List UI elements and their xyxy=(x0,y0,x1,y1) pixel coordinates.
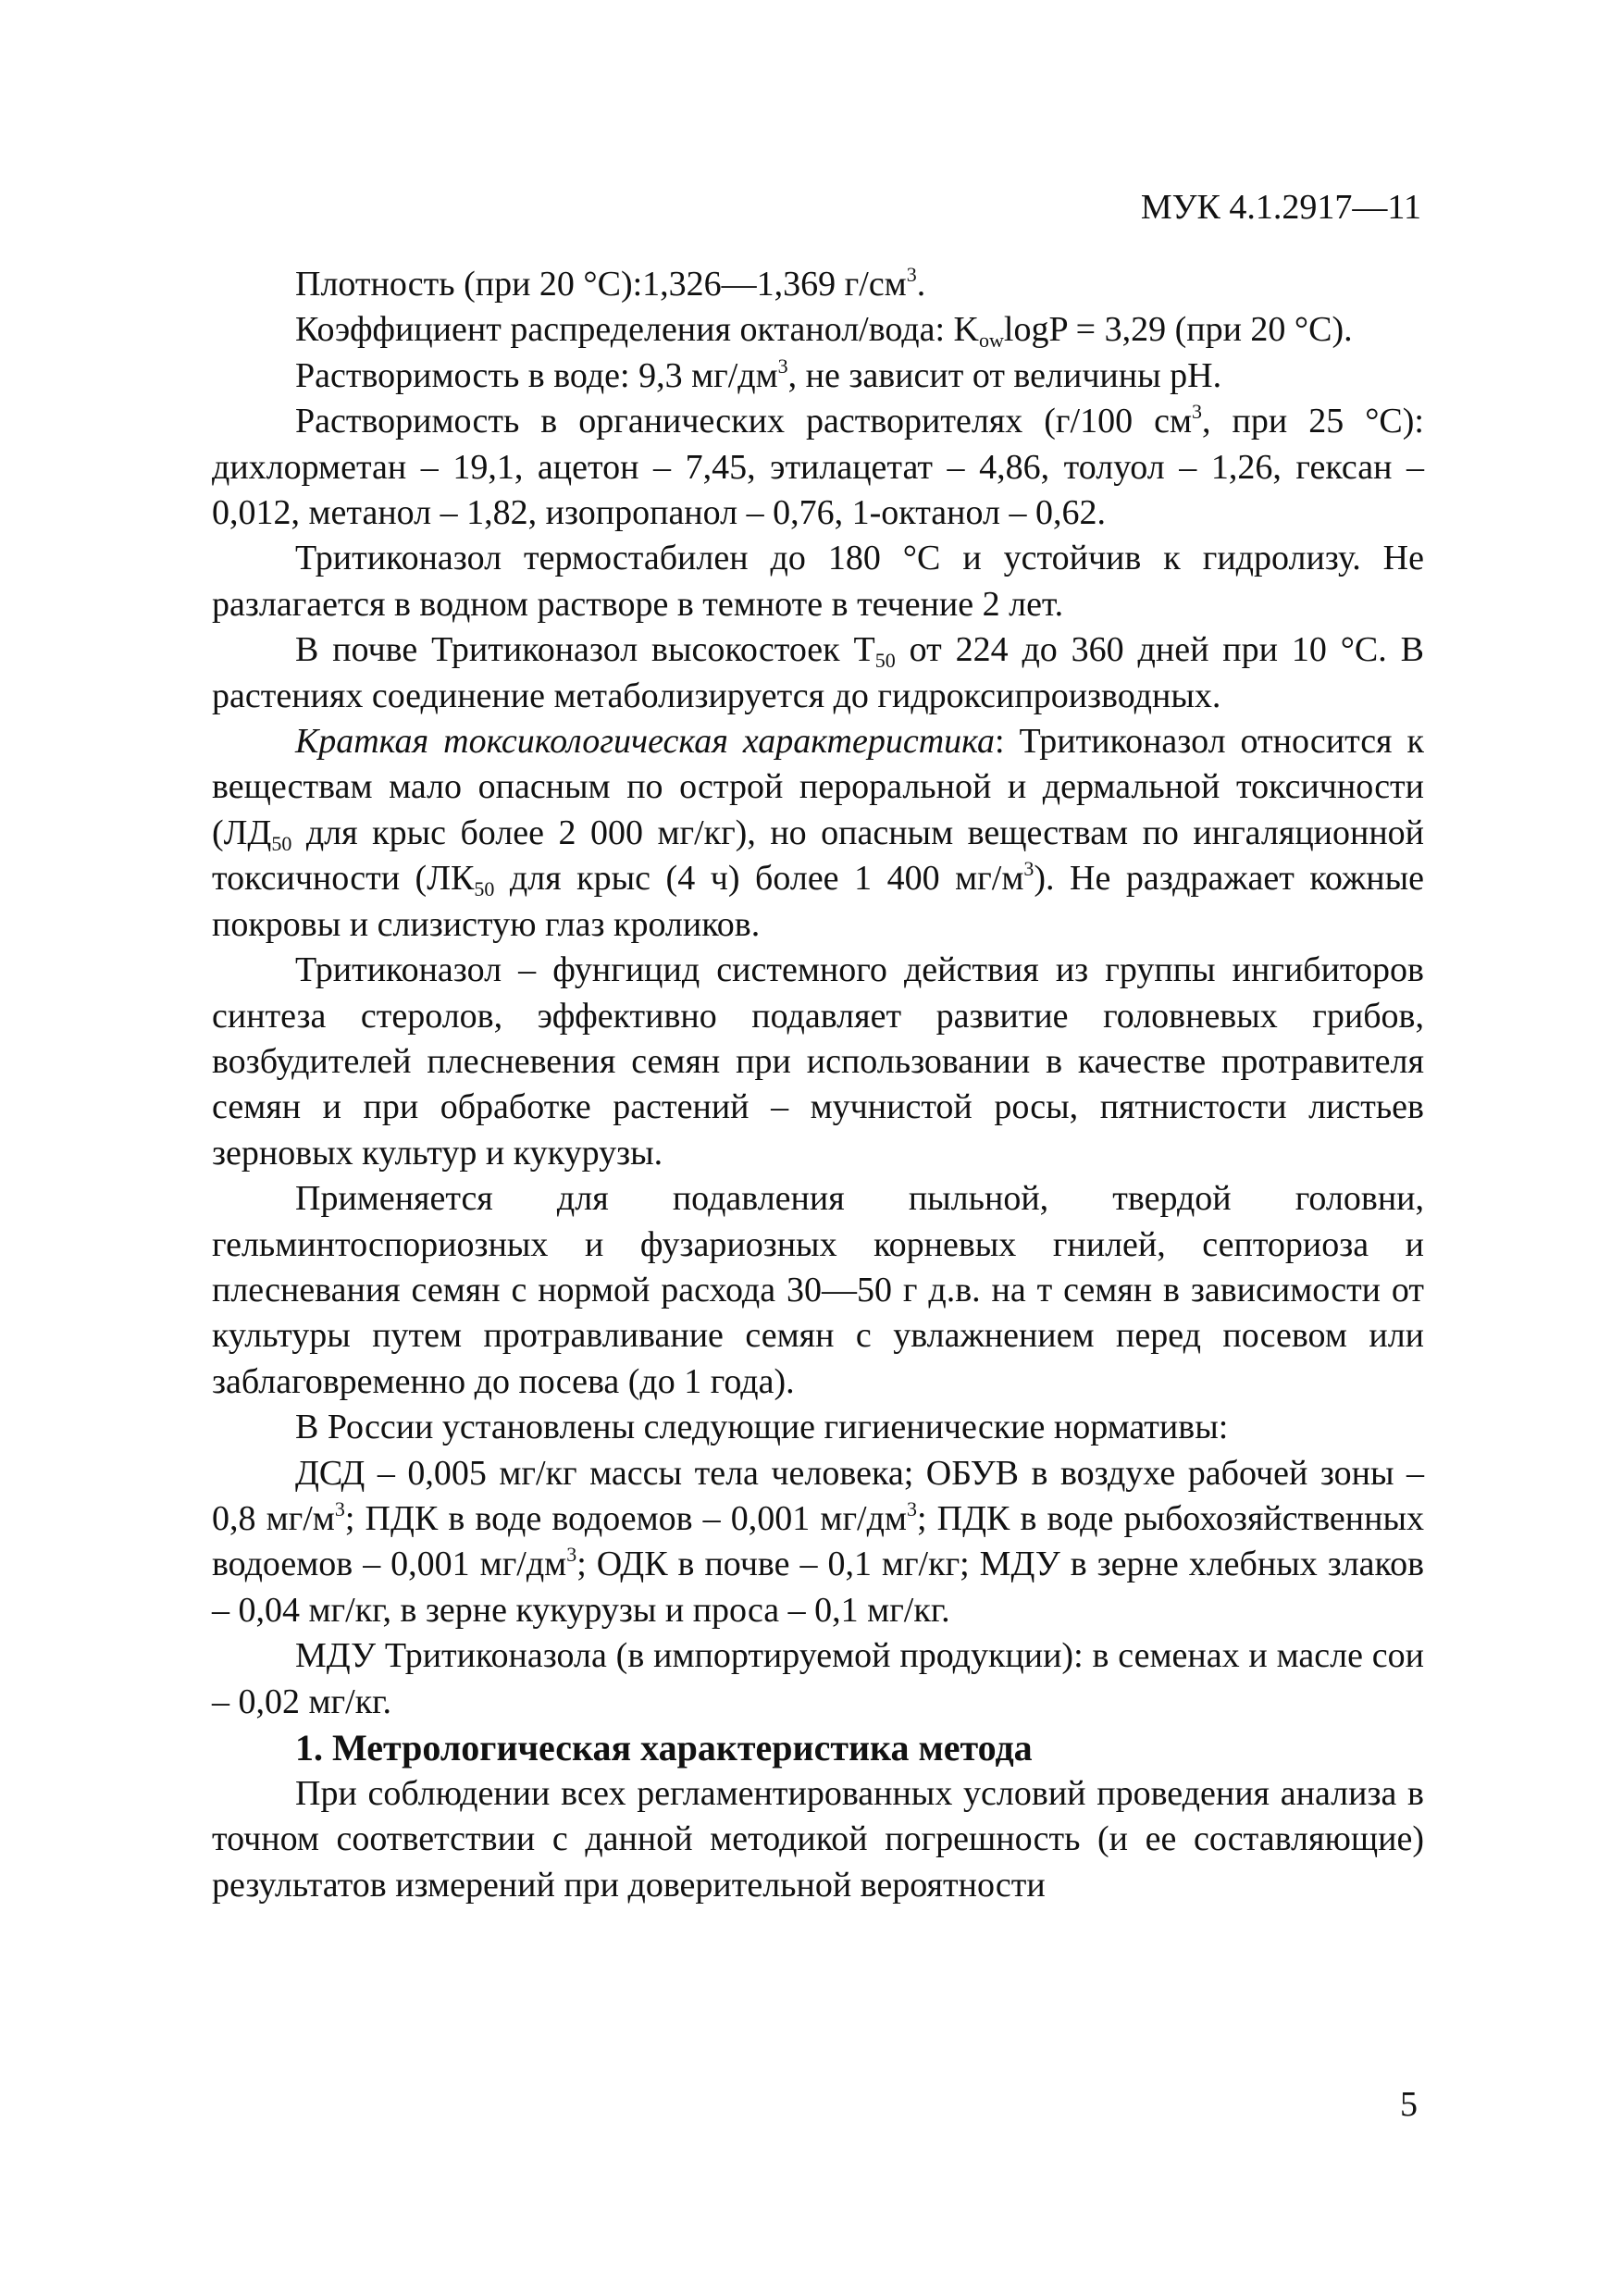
paragraph-section1: При соблюдении всех регламентированных условий проведения анализа в точном соответствии с данной методикой погрешность (и ее составляющие) результатов измерений при доверительной вероятности xyxy=(212,1774,1424,1905)
paragraph-organic-solubility xyxy=(212,399,1424,536)
body-text xyxy=(212,262,1424,1908)
text: Растворимость в воде: 9,3 мг/дм xyxy=(295,355,778,395)
text: В почве Тритиконазол высокостоек Т xyxy=(295,630,875,670)
page-number: 5 xyxy=(1400,2085,1418,2124)
superscript: 3 xyxy=(1192,400,1203,424)
document-code: МУК 4.1.2917—11 xyxy=(1140,188,1421,227)
text: logP = 3,29 (при 20 °С). xyxy=(1003,310,1353,350)
subscript: 50 xyxy=(271,831,292,855)
italic-term: Краткая токсикологическая характеристика xyxy=(295,722,995,762)
superscript: 3 xyxy=(777,354,788,378)
paragraph-soil xyxy=(212,627,1424,719)
text: для крыс (4 ч) более 1 400 мг/м xyxy=(494,859,1024,899)
paragraph-water-solubility xyxy=(212,354,1424,399)
text: Растворимость в органических растворителях (г/100 см xyxy=(295,402,1193,441)
paragraph-thermostability: Тритиконазол термостабилен до 180 °С и устойчив к гидролизу. Не разлагается в водном растворе в темноте в течение 2 лет. xyxy=(212,539,1424,624)
subscript: 50 xyxy=(474,877,495,901)
text: ДСД – 0,005 мг/кг массы тела человека; ОБУВ в воздухе рабочей зоны – 0,8 мг/м xyxy=(212,1453,1424,1538)
superscript: 3 xyxy=(906,1496,917,1520)
text: ; ПДК в воде рыбохозяйственных водоемов – 0,001 мг/дм xyxy=(212,1498,1424,1584)
text: . xyxy=(916,265,926,304)
section-heading: 1. Метрологическая характеристика метода xyxy=(295,1727,1033,1769)
text: ). Не раздражает кожные покровы и слизистую глаз кроликов. xyxy=(212,859,1424,944)
paragraph-application: Применяется для подавления пыльной, твердой головни, гельминтоспориозных и фузариозных корневых гнилей, септориоза и плесневания семян с нормой расхода 30—50 г д.в. на т семян в зависимости от культуры путем протравливание семян с увлажнением перед посевом или заблаговременно до посева (до 1 года). xyxy=(212,1179,1424,1401)
paragraph-partition-coefficient xyxy=(212,307,1424,353)
superscript: 3 xyxy=(334,1496,345,1520)
paragraph-norms-intro: В России установлены следующие гигиенические нормативы: xyxy=(295,1408,1229,1447)
text: ; ОДК в почве – 0,1 мг/кг; МДУ в зерне хлебных злаков – 0,04 мг/кг, в зерне кукурузы и проса – 0,1 мг/кг. xyxy=(212,1545,1425,1630)
superscript: 3 xyxy=(1023,857,1035,881)
text: , не зависит от величины pH. xyxy=(787,355,1222,395)
superscript: 3 xyxy=(566,1543,577,1567)
text: , при 25 °С): дихлорметан – 19,1, ацетон – 7,45, этилацетат – 4,86, толуол – 1,26, гексан – 0,012, метанол – 1,82, изопропанол – 0,76, 1-октанол – 0,62. xyxy=(212,402,1424,533)
text: ; ПДК в воде водоемов – 0,001 мг/дм xyxy=(344,1498,907,1538)
text: от 224 до 360 дней при 10 °С. В растениях соединение метаболизируется до гидроксипроизводных. xyxy=(212,630,1425,715)
paragraph-toxicology xyxy=(212,719,1424,948)
text: Коэффициент распределения октанол/вода: K xyxy=(295,310,979,350)
paragraph-mdu-import: МДУ Тритиконазола (в импортируемой продукции): в семенах и масле сои – 0,02 мг/кг. xyxy=(212,1636,1424,1721)
superscript: 3 xyxy=(906,263,917,286)
text: Плотность (при 20 °С):1,326—1,369 г/см xyxy=(295,265,907,304)
subscript: ow xyxy=(979,329,1004,353)
text: : Тритиконазол относится к веществам мало опасным по острой пероральной и дермальной токсичности (ЛД xyxy=(212,722,1424,852)
text: для крыс более 2 000 мг/кг), но опасным веществам по ингаляционной токсичности (ЛК xyxy=(212,813,1424,899)
subscript: 50 xyxy=(874,649,896,673)
paragraph-density xyxy=(212,262,1424,307)
paragraph-norms xyxy=(212,1451,1424,1634)
paragraph-fungicide: Тритиконазол – фунгицид системного действия из группы ингибиторов синтеза стеролов, эффективно подавляет развитие головневых грибов, возбудителей плесневения семян при использовании в качестве протравителя семян и при обработке растений – мучнистой росы, пятнистости листьев зерновых культур и кукурузы. xyxy=(212,950,1424,1173)
